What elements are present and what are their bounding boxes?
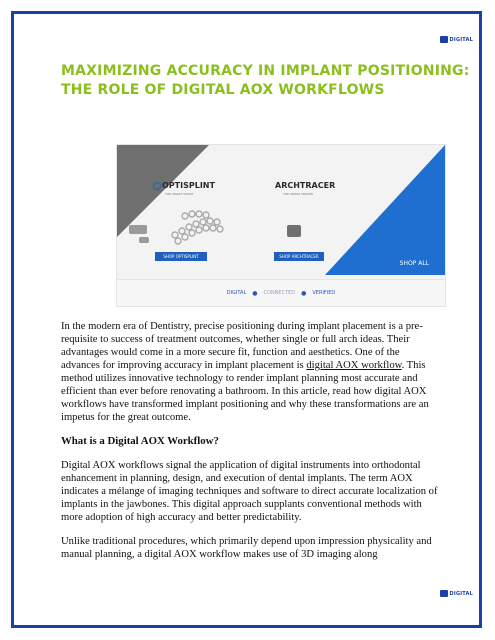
intro-paragraph [61, 320, 439, 424]
optisplint-brand [153, 181, 215, 190]
intro-text-end: . This method utilizes innovative technology to render implant planning most accurate and efficient than ever before renovating a bathroom. In this article, read how digital AOX workflows have transformed implant positioning and why these transformations are an impetus for the great outcome. [61, 360, 429, 423]
optisplint-brand-label: OPTISPLINT [162, 181, 215, 190]
dot-icon: ● [252, 289, 258, 297]
guide-part-icon [129, 225, 147, 234]
optisplint-logo-icon [153, 182, 161, 190]
tag-connected: CONNECTED [263, 290, 296, 296]
intro-text-start: In the modern era of Dentistry, precise positioning during implant placement is a pre-requisite to success of treatment outcomes, whether single or full arch ideas. Their advantages would come in a more secure fit, function and aesthetics. One of the advances for improving accuracy in implant placement is [61, 321, 423, 371]
brand-logo-bottom [440, 590, 473, 597]
section-heading: What is a Digital AOX Workflow? [61, 435, 219, 447]
product-banner[interactable] [116, 144, 446, 307]
tag-verified: VERIFIED [312, 290, 336, 296]
optisplint-tagline: THE SMART SPLINT [165, 192, 194, 196]
logo-text: DIGITAL [449, 590, 473, 597]
tag-digital: DIGITAL [226, 290, 247, 296]
comparison-paragraph: Unlike traditional procedures, which primarily depend upon impression physicality and manual planning, a digital AOX workflow makes use of 3D imaging along [61, 536, 432, 560]
dot-icon: ● [301, 289, 307, 297]
brand-logo-top [440, 36, 473, 43]
tracer-device-icon [287, 225, 301, 237]
guide-part-icon [139, 237, 149, 243]
page-title [61, 62, 470, 100]
shop-all-link[interactable]: SHOP ALL [399, 260, 429, 267]
shop-optisplint-button[interactable]: SHOP OPTISPLINT [155, 252, 207, 261]
logo-text: DIGITAL [449, 36, 473, 43]
shop-archtracer-button[interactable]: SHOP ARCHTRACER [274, 252, 324, 261]
title-line-2: THE ROLE OF DIGITAL AOX WORKFLOWS [61, 82, 385, 98]
banner-tagline-bar [117, 279, 445, 306]
article-body [61, 320, 439, 572]
logo-icon [440, 590, 448, 597]
title-line-1: MAXIMIZING ACCURACY IN IMPLANT POSITIONING: [61, 63, 470, 79]
logo-icon [440, 36, 448, 43]
banner-blue-corner [325, 145, 445, 275]
splint-image [165, 205, 227, 251]
digital-aox-workflow-link[interactable]: digital AOX workflow [306, 360, 402, 371]
definition-paragraph: Digital AOX workflows signal the application of digital instruments into orthodontal enhancement in planning, design, and execution of dental implants. The term AOX indicates a mélange of imaging techniques and software to direct accurate localization of implants in the jawbones. This digital approach supplants conventional methods with more adoption of high accuracy and better predictability. [61, 460, 438, 523]
archtracer-tagline: THE SMART TRACER [283, 192, 314, 196]
archtracer-brand: ARCHTRACER [275, 181, 336, 190]
